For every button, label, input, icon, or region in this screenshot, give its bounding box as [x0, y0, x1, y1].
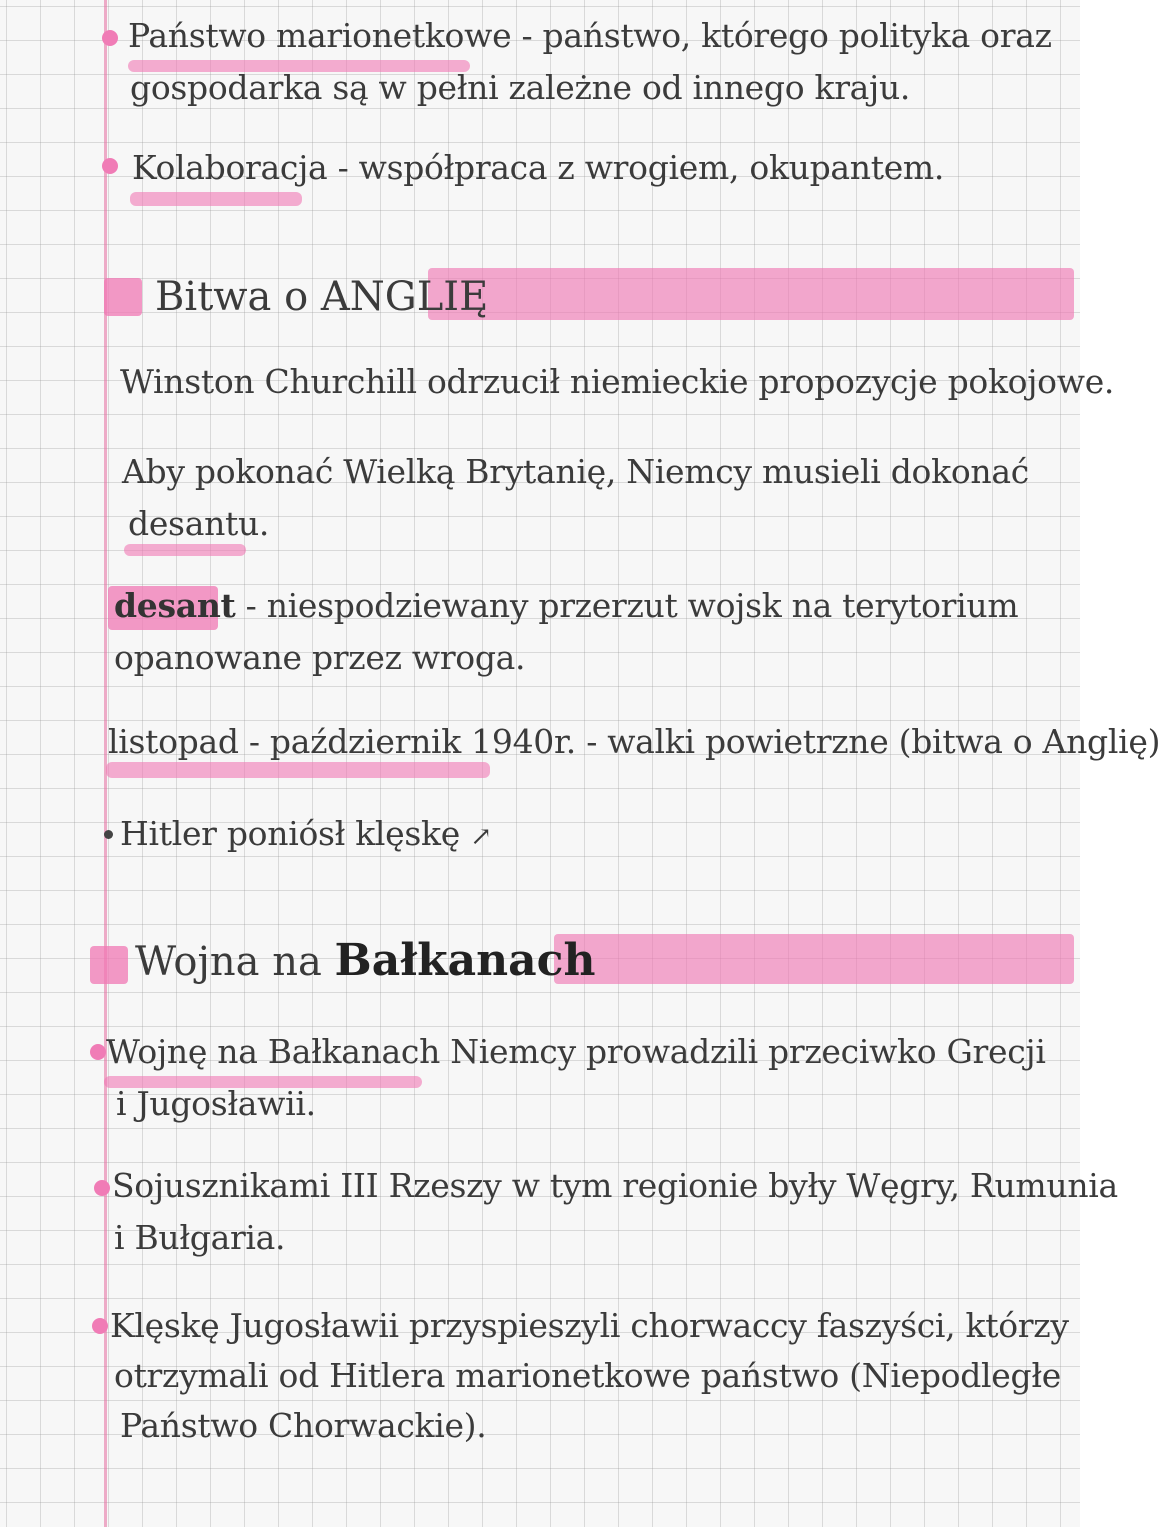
bullet-dot: [102, 158, 118, 174]
heading-marker-bar: [428, 268, 1074, 320]
term-underline-highlight: [130, 192, 302, 206]
term-desant: desant: [114, 586, 236, 625]
bullet-dot: [92, 1318, 108, 1334]
section-heading-bitwa-o-anglie: Bitwa o ANGLIĘ: [155, 274, 489, 320]
term-panstwo-marionetkowe: Państwo marionetkowe: [128, 16, 512, 55]
term-wojna-na-balkanach: Wojnę na Bałkanach: [106, 1032, 441, 1071]
bullet-dot: [94, 1180, 110, 1196]
text-line: Wojnę na Bałkanach Niemcy prowadzili przeciwko Grecji: [106, 1032, 1046, 1071]
heading-marker-bar: [554, 934, 1074, 984]
text-line: Winston Churchill odrzucił niemieckie propozycje pokojowe.: [120, 362, 1115, 401]
text-line: otrzymali od Hitlera marionetkowe państwo (Niepodległe: [114, 1356, 1061, 1395]
date-line: listopad - październik 1940r. - walki powietrzne (bitwa o Anglię): [108, 722, 1160, 761]
bullet-dot: [102, 30, 118, 46]
heading-marker-left: [90, 946, 128, 984]
bullet-dot: [90, 1044, 106, 1060]
text-line-desantu: desantu.: [128, 504, 270, 543]
date-range: listopad - październik 1940r.: [108, 722, 576, 761]
result-line: Hitler poniósł klęskę ↗: [120, 814, 492, 853]
definition-line: desant - niespodziewany przerzut wojsk na terytorium: [114, 586, 1019, 625]
heading-marker-left: [104, 278, 142, 316]
section-heading-wojna-na-balkanach: Wojna na Bałkanach: [135, 935, 596, 986]
term-kolaboracja: Kolaboracja: [132, 148, 328, 187]
text-line: Sojusznikami III Rzeszy w tym regionie były Węgry, Rumunia: [112, 1166, 1118, 1205]
text-line: Aby pokonać Wielką Brytanię, Niemcy musieli dokonać: [122, 452, 1029, 491]
definition-line: Państwo marionetkowe - państwo, którego polityka oraz: [128, 16, 1052, 55]
arrow-icon: ↗: [470, 822, 492, 852]
definition-line: Kolaboracja - współpraca z wrogiem, okupantem.: [132, 148, 945, 187]
text-line: Państwo Chorwackie).: [120, 1406, 487, 1445]
definition-line: opanowane przez wroga.: [114, 638, 526, 677]
text-line: i Jugosławii.: [116, 1084, 316, 1123]
definition-line: gospodarka są w pełni zależne od innego kraju.: [130, 68, 911, 107]
text-line: i Bułgaria.: [114, 1218, 286, 1257]
text-line: Klęskę Jugosławii przyspieszyli chorwaccy faszyści, którzy: [110, 1306, 1069, 1345]
date-underline-highlight: [106, 762, 490, 778]
bullet-dot: [104, 830, 113, 839]
